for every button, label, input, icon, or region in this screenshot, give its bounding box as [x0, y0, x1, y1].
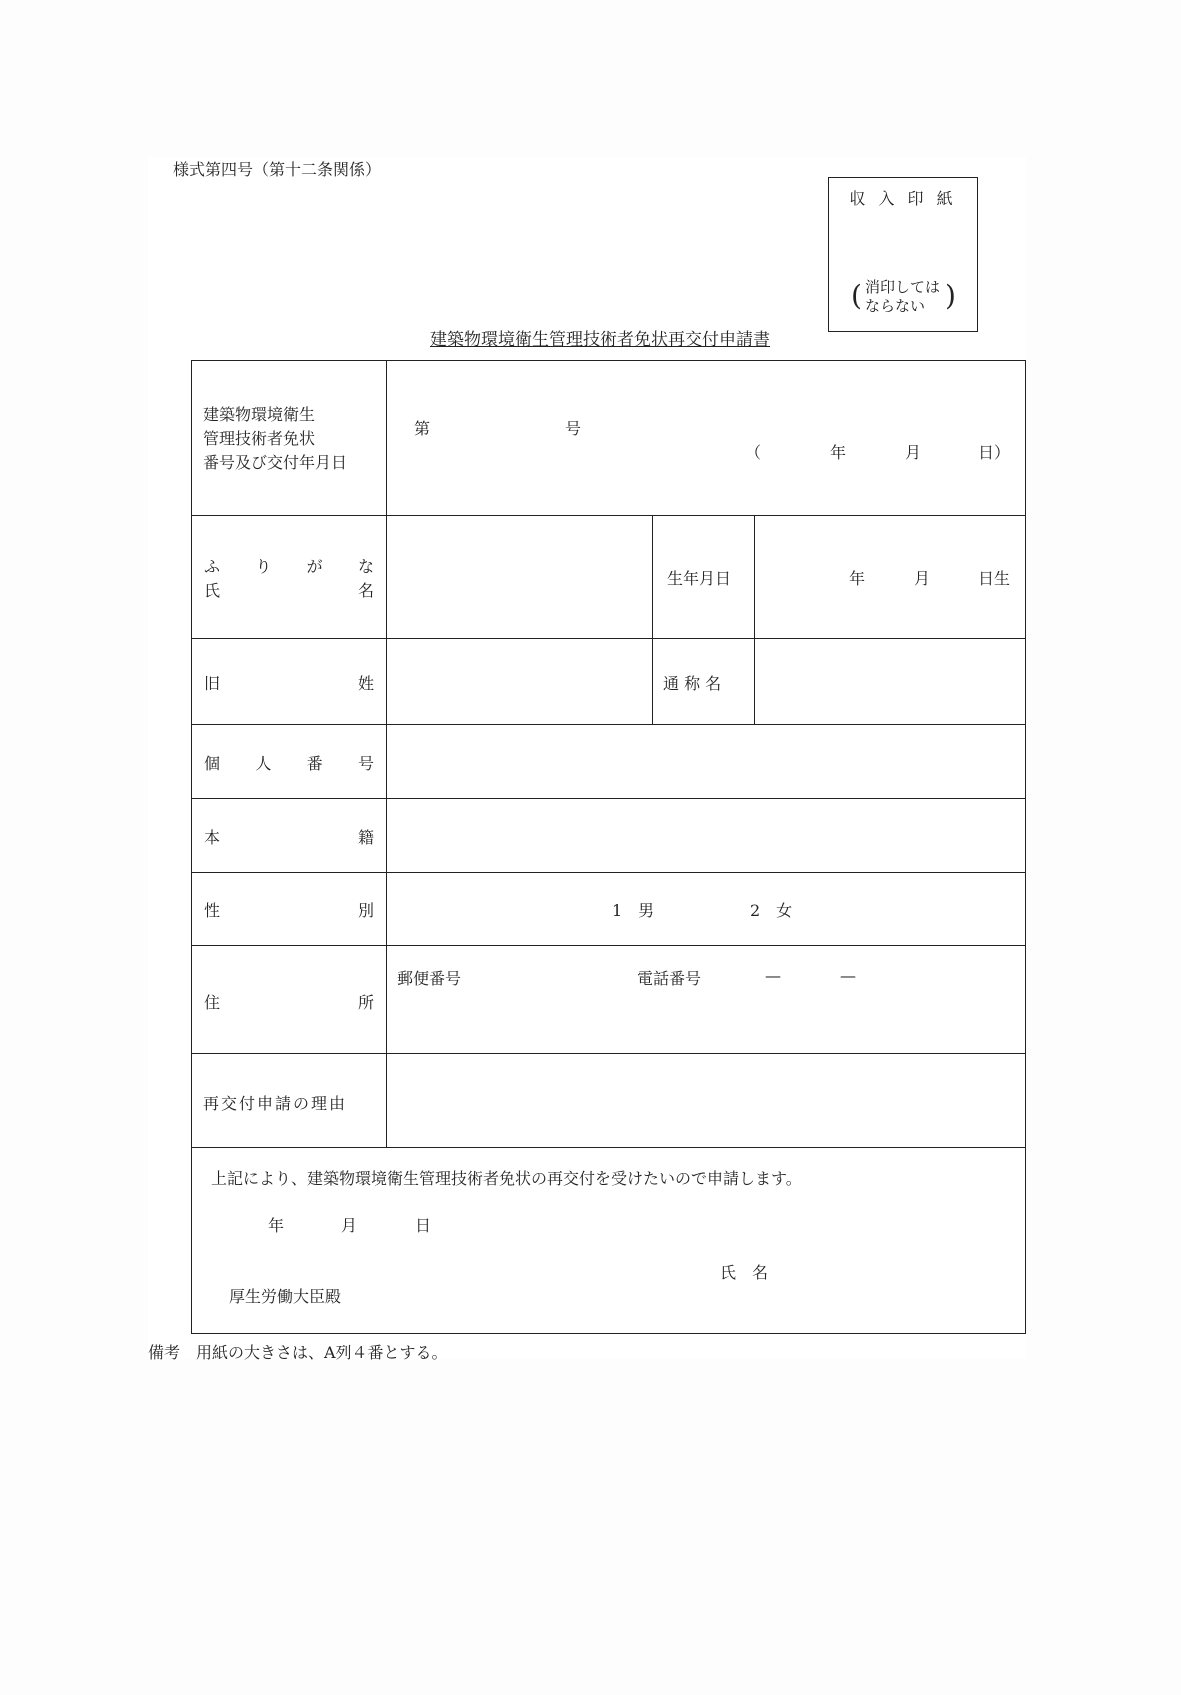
license-go[interactable]: 号	[565, 419, 582, 438]
row-line	[191, 945, 1026, 946]
stamp-note-2: ならない	[865, 297, 926, 315]
birth-day[interactable]: 日生	[978, 569, 1011, 588]
row-line	[191, 638, 1026, 639]
footnote: 備考 用紙の大きさは、A列４番とする。	[148, 1343, 448, 1362]
birthdate-label: 生年月日	[667, 569, 732, 588]
col-line	[754, 515, 755, 724]
license-label	[203, 403, 347, 475]
char: 番	[306, 754, 323, 773]
reason-label: 再交付申請の理由	[203, 1094, 348, 1113]
stamp-note	[865, 278, 940, 316]
revenue-stamp-box	[828, 177, 978, 332]
declaration-month[interactable]: 月	[341, 1216, 358, 1235]
address-label	[204, 990, 374, 1013]
char: 住	[204, 993, 221, 1012]
row-line	[191, 515, 1026, 516]
paren-right: )	[945, 279, 956, 312]
addressee: 厚生労働大臣殿	[229, 1287, 342, 1306]
row-line	[191, 872, 1026, 873]
alias-label: 通 称 名	[663, 674, 722, 693]
char: 別	[357, 901, 374, 920]
char: 性	[204, 901, 221, 920]
char: ふ	[204, 557, 221, 576]
phone-dash-2: —	[840, 966, 856, 985]
stamp-note-1: 消印しては	[865, 278, 941, 296]
license-month[interactable]: 月	[905, 443, 922, 462]
furigana-label	[204, 554, 374, 577]
sex-male-option[interactable]: 1 男	[612, 901, 655, 920]
phone-label: 電話番号	[637, 969, 702, 988]
sex-female-option[interactable]: 2 女	[750, 901, 793, 920]
char: 名	[357, 581, 374, 600]
birth-year[interactable]: 年	[849, 569, 866, 588]
char: な	[357, 557, 374, 576]
license-label-2: 管理技術者免状	[203, 429, 316, 448]
license-day[interactable]: 日）	[978, 443, 1011, 462]
birth-month[interactable]: 月	[914, 569, 931, 588]
label-divider	[386, 360, 387, 1147]
char: が	[306, 557, 323, 576]
row-line	[191, 1053, 1026, 1054]
row-line	[191, 798, 1026, 799]
applicant-name-label: 氏 名	[720, 1263, 769, 1282]
postal-code-label: 郵便番号	[397, 969, 462, 988]
char: 人	[255, 754, 272, 773]
declaration-year[interactable]: 年	[268, 1216, 285, 1235]
domicile-label	[204, 825, 374, 848]
char: 姓	[357, 674, 374, 693]
row-line	[191, 724, 1026, 725]
char: 号	[357, 754, 374, 773]
col-line	[652, 515, 653, 724]
declaration-day[interactable]: 日	[415, 1216, 432, 1235]
char: 個	[204, 754, 221, 773]
document-title: 建築物環境衛生管理技術者免状再交付申請書	[430, 330, 770, 350]
stamp-title: 収 入 印 紙	[849, 189, 957, 208]
paren-left: (	[851, 279, 862, 312]
license-label-1: 建築物環境衛生	[203, 405, 316, 424]
license-dai[interactable]: 第	[414, 419, 431, 438]
license-year[interactable]: 年	[830, 443, 847, 462]
personal-number-label	[204, 751, 374, 774]
char: 籍	[357, 828, 374, 847]
sex-label	[204, 898, 374, 921]
form-number: 様式第四号（第十二条関係）	[173, 160, 382, 179]
phone-dash-1: —	[765, 966, 781, 985]
char: 旧	[204, 674, 221, 693]
old-surname-label	[204, 671, 374, 694]
row-line	[191, 1147, 1026, 1148]
char: 本	[204, 828, 221, 847]
char: 所	[357, 993, 374, 1012]
char: 氏	[204, 581, 221, 600]
license-open-paren: （	[745, 443, 762, 462]
declaration-text: 上記により、建築物環境衛生管理技術者免状の再交付を受けたいので申請します。	[211, 1169, 802, 1188]
license-label-3: 番号及び交付年月日	[203, 453, 348, 472]
name-label	[204, 578, 374, 601]
char: り	[255, 557, 272, 576]
